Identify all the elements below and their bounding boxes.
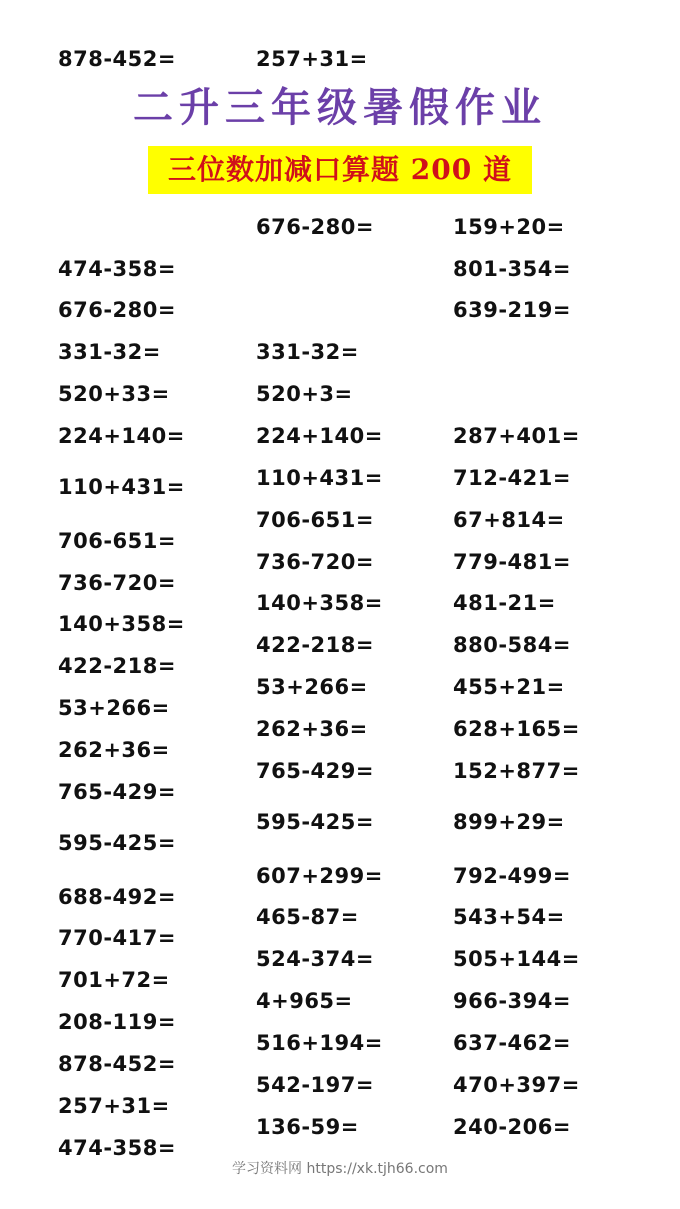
problem-item: 224+140= [256, 424, 383, 448]
problem-item: 878-452= [58, 1052, 176, 1076]
problem-item: 542-197= [256, 1073, 374, 1097]
problem-item: 287+401= [453, 424, 580, 448]
problem-item: 159+20= [453, 215, 565, 239]
problem-item: 110+431= [58, 475, 185, 499]
problem-item: 53+266= [256, 675, 368, 699]
problem-item: 331-32= [256, 340, 359, 364]
problem-item: 712-421= [453, 466, 571, 490]
problem-item: 607+299= [256, 864, 383, 888]
problem-item: 688-492= [58, 885, 176, 909]
problem-item: 470+397= [453, 1073, 580, 1097]
problem-item: 4+965= [256, 989, 353, 1013]
problem-item: 595-425= [256, 810, 374, 834]
problem-item: 639-219= [453, 298, 571, 322]
problem-item: 779-481= [453, 550, 571, 574]
footer-watermark: 学习资料网 https://xk.tjh66.com [232, 1161, 448, 1177]
problem-item: 595-425= [58, 831, 176, 855]
problem-item: 706-651= [256, 508, 374, 532]
problem-item: 736-720= [58, 571, 176, 595]
problem-item: 481-21= [453, 591, 556, 615]
problem-item: 880-584= [453, 633, 571, 657]
problem-item: 765-429= [58, 780, 176, 804]
problem-item: 422-218= [256, 633, 374, 657]
problem-item: 262+36= [256, 717, 368, 741]
problem-item: 224+140= [58, 424, 185, 448]
problem-item: 67+814= [453, 508, 565, 532]
problem-item: 801-354= [453, 257, 571, 281]
problem-item: 53+266= [58, 696, 170, 720]
problem-item: 792-499= [453, 864, 571, 888]
header-problem: 257+31= [256, 47, 368, 71]
problem-item: 140+358= [256, 591, 383, 615]
problem-item: 736-720= [256, 550, 374, 574]
problem-item: 262+36= [58, 738, 170, 762]
problem-item: 110+431= [256, 466, 383, 490]
problem-item: 474-358= [58, 257, 176, 281]
subtitle-banner [148, 146, 532, 194]
worksheet-subtitle: 三位数加减口算题 200 道 [168, 153, 512, 186]
problem-item: 152+877= [453, 759, 580, 783]
problem-item: 637-462= [453, 1031, 571, 1055]
problem-item: 966-394= [453, 989, 571, 1013]
problem-item: 628+165= [453, 717, 580, 741]
problem-item: 422-218= [58, 654, 176, 678]
problem-item: 899+29= [453, 810, 565, 834]
problem-item: 140+358= [58, 612, 185, 636]
problem-item: 520+33= [58, 382, 170, 406]
problem-item: 765-429= [256, 759, 374, 783]
problem-item: 240-206= [453, 1115, 571, 1139]
problem-item: 524-374= [256, 947, 374, 971]
problem-item: 706-651= [58, 529, 176, 553]
problem-item: 136-59= [256, 1115, 359, 1139]
header-problem: 878-452= [58, 47, 176, 71]
problem-item: 257+31= [58, 1094, 170, 1118]
problem-item: 505+144= [453, 947, 580, 971]
problem-item: 770-417= [58, 926, 176, 950]
problem-item: 465-87= [256, 905, 359, 929]
problem-item: 543+54= [453, 905, 565, 929]
problem-item: 701+72= [58, 968, 170, 992]
problem-item: 676-280= [58, 298, 176, 322]
problem-item: 474-358= [58, 1136, 176, 1160]
problem-item: 520+3= [256, 382, 353, 406]
problem-item: 331-32= [58, 340, 161, 364]
worksheet-title: 二升三年级暑假作业 [133, 84, 547, 131]
problem-item: 208-119= [58, 1010, 176, 1034]
problem-item: 676-280= [256, 215, 374, 239]
problem-item: 516+194= [256, 1031, 383, 1055]
problem-item: 455+21= [453, 675, 565, 699]
